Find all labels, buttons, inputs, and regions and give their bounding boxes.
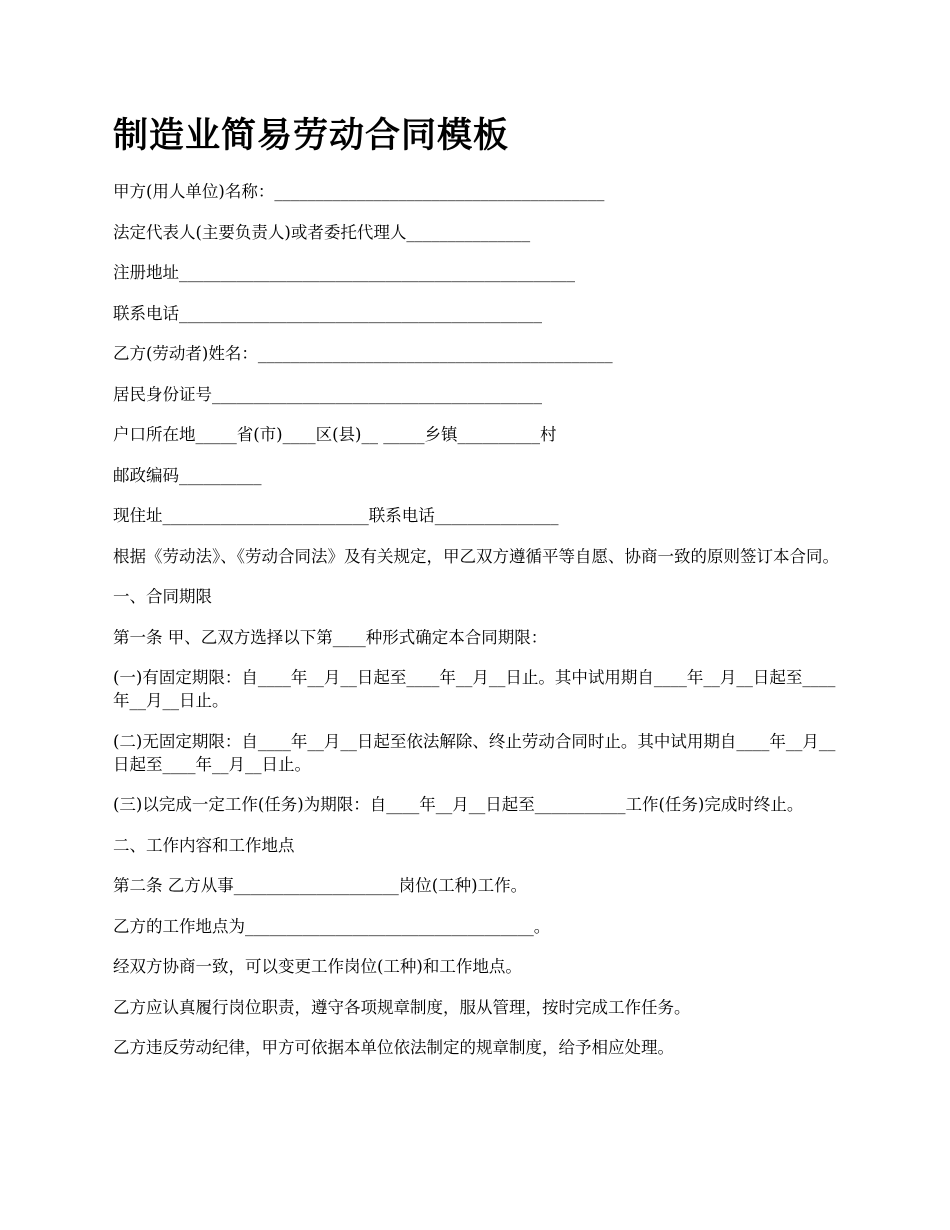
work-location-paragraph: 乙方的工作地点为___________________________________。 (113, 916, 551, 936)
id-number-line: 居民身份证号________________________________________ (113, 384, 542, 404)
article-1-paragraph: 第一条 甲、乙双方选择以下第____种形式确定本合同期限： (113, 627, 548, 647)
article-2-paragraph: 第二条 乙方从事____________________岗位(工种)工作。 (113, 876, 528, 895)
party-b-name-line: 乙方(劳动者)姓名：___________________________________________ (113, 344, 613, 363)
current-address-line: 现住址_________________________联系电话_______________ (113, 506, 559, 525)
legal-representative-line: 法定代表人(主要负责人)或者委托代理人_______________ (113, 222, 531, 242)
document-title: 制造业简易劳动合同模板 (113, 116, 510, 156)
registered-address-line: 注册地址________________________________________________ (113, 263, 575, 282)
task-term-clause: (三)以完成一定工作(任务)为期限：自____年__月__日起至___________工作(任务)完成时终止。 (113, 795, 804, 814)
position-change-paragraph: 经双方协商一致，可以变更工作岗位(工种)和工作地点。 (113, 957, 522, 976)
section-heading-work-content: 二、工作内容和工作地点 (113, 835, 295, 855)
section-heading-contract-term: 一、合同期限 (113, 587, 212, 606)
document-page (113, 112, 843, 1077)
postal-code-line: 邮政编码__________ (113, 465, 262, 485)
fixed-term-clause: (一)有固定期限：自____年__月__日起至____年__月__日止。其中试用期自____年__月__日起至____年__月__日止。 (113, 668, 836, 710)
open-term-clause: (二)无固定期限：自____年__月__日起至依法解除、终止劳动合同时止。其中试用期自____年__月__日起至____年__月__日止。 (113, 731, 836, 774)
party-a-phone-line: 联系电话____________________________________________ (113, 303, 542, 323)
duties-paragraph: 乙方应认真履行岗位职责，遵守各项规章制度，服从管理，按时完成工作任务。 (113, 997, 691, 1017)
preamble-paragraph: 根据《劳动法》、《劳动合同法》及有关规定，甲乙双方遵循平等自愿、协商一致的原则签订本合同。 (113, 546, 839, 566)
household-registration-line: 户口所在地_____省(市)____区(县)__ _____乡镇__________村 (113, 425, 557, 444)
party-a-name-line: 甲方(用人单位)名称：________________________________________ (113, 182, 605, 201)
discipline-paragraph: 乙方违反劳动纪律，甲方可依据本单位依法制定的规章制度，给予相应处理。 (113, 1038, 674, 1057)
